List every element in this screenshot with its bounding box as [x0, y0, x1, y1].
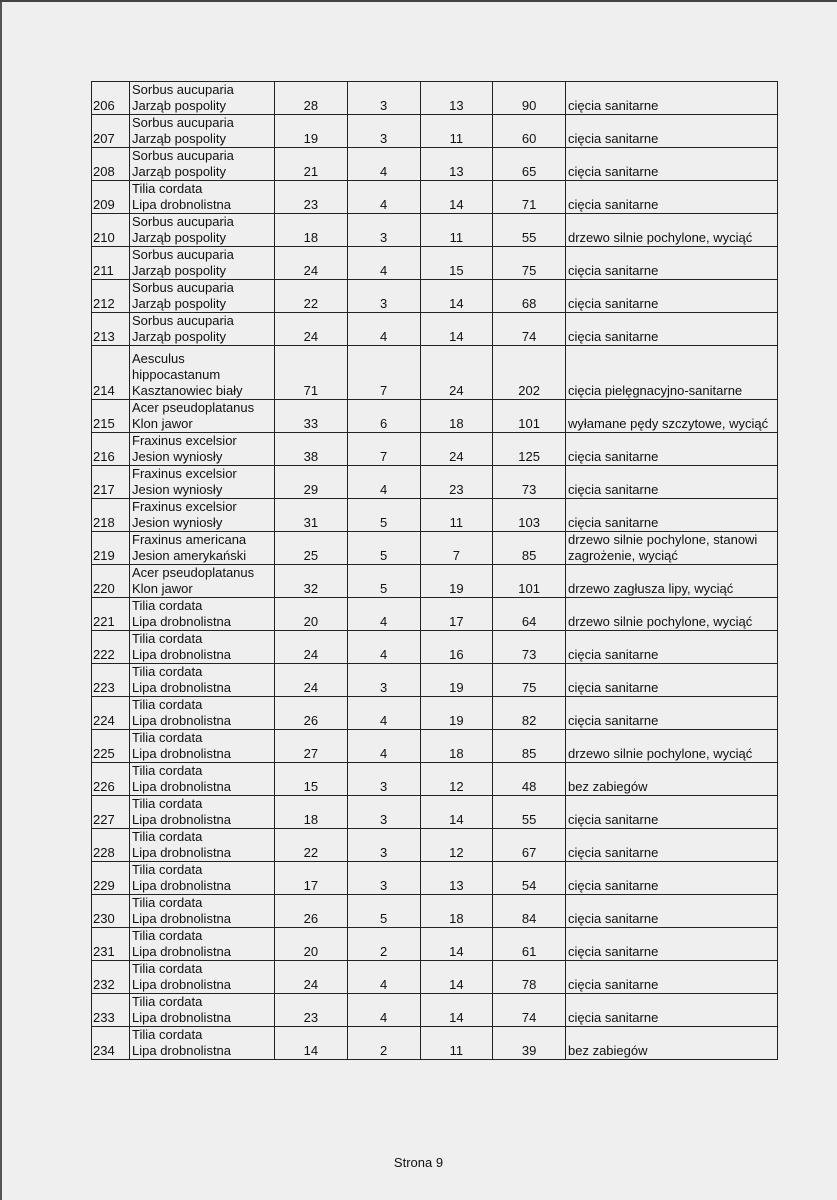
measurement-cell-b: 3 — [347, 82, 420, 115]
species-latin-name: Sorbus aucuparia — [132, 313, 234, 328]
treatment-note-cell: cięcia sanitarne — [566, 247, 778, 280]
measurement-cell-c: 18 — [420, 400, 493, 433]
measurement-cell-d: 55 — [493, 214, 566, 247]
measurement-cell-b: 5 — [347, 565, 420, 598]
species-cell — [130, 148, 275, 181]
species-latin-name: Aesculus hippocastanum — [132, 351, 221, 382]
species-polish-name: Lipa drobnolistna — [132, 1043, 232, 1058]
species-cell — [130, 181, 275, 214]
tree-number-cell: 220 — [92, 565, 130, 598]
species-latin-name: Tilia cordata — [132, 994, 203, 1009]
treatment-note-cell: cięcia sanitarne — [566, 862, 778, 895]
table-row — [92, 829, 778, 862]
species-cell — [130, 994, 275, 1027]
species-latin-name: Fraxinus americana — [132, 532, 247, 547]
table-row — [92, 247, 778, 280]
measurement-cell-a: 28 — [275, 82, 348, 115]
measurement-cell-b: 4 — [347, 631, 420, 664]
species-latin-name: Tilia cordata — [132, 631, 203, 646]
species-latin-name: Fraxinus excelsior — [132, 499, 237, 514]
measurement-cell-c: 7 — [420, 532, 493, 565]
species-cell — [130, 928, 275, 961]
species-polish-name: Lipa drobnolistna — [132, 746, 232, 761]
measurement-cell-b: 4 — [347, 961, 420, 994]
treatment-note-cell: wyłamane pędy szczytowe, wyciąć — [566, 400, 778, 433]
table-row — [92, 400, 778, 433]
measurement-cell-a: 23 — [275, 181, 348, 214]
species-latin-name: Sorbus aucuparia — [132, 280, 234, 295]
treatment-note-cell: cięcia sanitarne — [566, 829, 778, 862]
species-latin-name: Tilia cordata — [132, 862, 203, 877]
table-row — [92, 466, 778, 499]
treatment-note-cell: cięcia sanitarne — [566, 895, 778, 928]
measurement-cell-c: 14 — [420, 280, 493, 313]
treatment-note-cell: cięcia sanitarne — [566, 433, 778, 466]
tree-number-cell: 215 — [92, 400, 130, 433]
measurement-cell-d: 85 — [493, 532, 566, 565]
tree-number-cell: 232 — [92, 961, 130, 994]
species-cell — [130, 796, 275, 829]
measurement-cell-a: 26 — [275, 697, 348, 730]
measurement-cell-d: 74 — [493, 994, 566, 1027]
tree-number-cell: 209 — [92, 181, 130, 214]
measurement-cell-b: 2 — [347, 1027, 420, 1060]
species-polish-name: Jarząb pospolity — [132, 296, 226, 311]
species-polish-name: Jarząb pospolity — [132, 329, 226, 344]
measurement-cell-b: 5 — [347, 499, 420, 532]
measurement-cell-a: 23 — [275, 994, 348, 1027]
measurement-cell-b: 5 — [347, 532, 420, 565]
species-cell — [130, 1027, 275, 1060]
species-cell — [130, 532, 275, 565]
species-latin-name: Acer pseudoplatanus — [132, 565, 255, 580]
species-polish-name: Lipa drobnolistna — [132, 845, 232, 860]
treatment-note-cell: cięcia sanitarne — [566, 115, 778, 148]
tree-number-cell: 212 — [92, 280, 130, 313]
species-polish-name: Lipa drobnolistna — [132, 1010, 232, 1025]
measurement-cell-b: 3 — [347, 862, 420, 895]
measurement-cell-a: 17 — [275, 862, 348, 895]
treatment-note-cell: cięcia sanitarne — [566, 961, 778, 994]
species-cell — [130, 862, 275, 895]
species-latin-name: Tilia cordata — [132, 763, 203, 778]
table-row — [92, 433, 778, 466]
tree-number-cell: 208 — [92, 148, 130, 181]
species-cell — [130, 631, 275, 664]
tree-number-cell: 206 — [92, 82, 130, 115]
species-cell — [130, 214, 275, 247]
species-polish-name: Jesion wyniosły — [132, 515, 223, 530]
treatment-note-cell: cięcia sanitarne — [566, 994, 778, 1027]
table-row — [92, 214, 778, 247]
table-row — [92, 148, 778, 181]
species-latin-name: Tilia cordata — [132, 895, 203, 910]
measurement-cell-d: 85 — [493, 730, 566, 763]
measurement-cell-d: 64 — [493, 598, 566, 631]
table-row — [92, 499, 778, 532]
measurement-cell-c: 11 — [420, 214, 493, 247]
measurement-cell-a: 24 — [275, 313, 348, 346]
species-polish-name: Jesion amerykański — [132, 548, 247, 563]
measurement-cell-c: 17 — [420, 598, 493, 631]
treatment-note-cell: drzewo zagłusza lipy, wyciąć — [566, 565, 778, 598]
tree-number-cell: 228 — [92, 829, 130, 862]
species-latin-name: Tilia cordata — [132, 181, 203, 196]
table-row — [92, 994, 778, 1027]
treatment-note-cell: cięcia sanitarne — [566, 148, 778, 181]
species-latin-name: Sorbus aucuparia — [132, 214, 234, 229]
measurement-cell-d: 90 — [493, 82, 566, 115]
tree-number-cell: 227 — [92, 796, 130, 829]
species-latin-name: Sorbus aucuparia — [132, 247, 234, 262]
table-row — [92, 532, 778, 565]
measurement-cell-d: 55 — [493, 796, 566, 829]
species-latin-name: Tilia cordata — [132, 928, 203, 943]
measurement-cell-c: 24 — [420, 346, 493, 400]
table-row — [92, 82, 778, 115]
measurement-cell-c: 13 — [420, 82, 493, 115]
measurement-cell-c: 11 — [420, 1027, 493, 1060]
measurement-cell-c: 19 — [420, 697, 493, 730]
measurement-cell-a: 33 — [275, 400, 348, 433]
measurement-cell-d: 54 — [493, 862, 566, 895]
measurement-cell-d: 75 — [493, 664, 566, 697]
tree-number-cell: 218 — [92, 499, 130, 532]
species-cell — [130, 664, 275, 697]
species-latin-name: Fraxinus excelsior — [132, 466, 237, 481]
tree-number-cell: 213 — [92, 313, 130, 346]
measurement-cell-d: 202 — [493, 346, 566, 400]
table-row — [92, 280, 778, 313]
measurement-cell-d: 71 — [493, 181, 566, 214]
treatment-note-cell: drzewo silnie pochylone, stanowi zagrożenie, wyciąć — [566, 532, 778, 565]
tree-number-cell: 211 — [92, 247, 130, 280]
species-cell — [130, 400, 275, 433]
measurement-cell-b: 4 — [347, 148, 420, 181]
species-polish-name: Lipa drobnolistna — [132, 911, 232, 926]
table-row — [92, 631, 778, 664]
tree-number-cell: 226 — [92, 763, 130, 796]
measurement-cell-a: 29 — [275, 466, 348, 499]
measurement-cell-b: 4 — [347, 730, 420, 763]
tree-number-cell: 225 — [92, 730, 130, 763]
measurement-cell-c: 14 — [420, 994, 493, 1027]
treatment-note-cell: cięcia sanitarne — [566, 280, 778, 313]
measurement-cell-c: 14 — [420, 796, 493, 829]
measurement-cell-d: 39 — [493, 1027, 566, 1060]
measurement-cell-d: 73 — [493, 631, 566, 664]
measurement-cell-b: 3 — [347, 280, 420, 313]
measurement-cell-d: 65 — [493, 148, 566, 181]
species-cell — [130, 466, 275, 499]
measurement-cell-d: 67 — [493, 829, 566, 862]
measurement-cell-a: 18 — [275, 796, 348, 829]
tree-number-cell: 223 — [92, 664, 130, 697]
tree-number-cell: 233 — [92, 994, 130, 1027]
species-polish-name: Lipa drobnolistna — [132, 812, 232, 827]
species-latin-name: Fraxinus excelsior — [132, 433, 237, 448]
table-row — [92, 181, 778, 214]
measurement-cell-b: 3 — [347, 664, 420, 697]
species-polish-name: Lipa drobnolistna — [132, 878, 232, 893]
measurement-cell-a: 71 — [275, 346, 348, 400]
species-polish-name: Lipa drobnolistna — [132, 680, 232, 695]
species-cell — [130, 346, 275, 400]
treatment-note-cell: cięcia sanitarne — [566, 796, 778, 829]
measurement-cell-c: 23 — [420, 466, 493, 499]
measurement-cell-b: 3 — [347, 829, 420, 862]
measurement-cell-b: 5 — [347, 895, 420, 928]
tree-number-cell: 234 — [92, 1027, 130, 1060]
measurement-cell-a: 27 — [275, 730, 348, 763]
species-cell — [130, 565, 275, 598]
measurement-cell-c: 19 — [420, 565, 493, 598]
measurement-cell-c: 16 — [420, 631, 493, 664]
measurement-cell-c: 18 — [420, 730, 493, 763]
measurement-cell-d: 78 — [493, 961, 566, 994]
species-polish-name: Lipa drobnolistna — [132, 614, 232, 629]
species-polish-name: Lipa drobnolistna — [132, 944, 232, 959]
species-cell — [130, 961, 275, 994]
table-row — [92, 961, 778, 994]
table-row — [92, 895, 778, 928]
treatment-note-cell: cięcia sanitarne — [566, 466, 778, 499]
measurement-cell-c: 11 — [420, 115, 493, 148]
measurement-cell-b: 3 — [347, 796, 420, 829]
species-polish-name: Jarząb pospolity — [132, 131, 226, 146]
table-row — [92, 115, 778, 148]
table-row — [92, 697, 778, 730]
species-latin-name: Tilia cordata — [132, 664, 203, 679]
treatment-note-cell: bez zabiegów — [566, 1027, 778, 1060]
table-row — [92, 928, 778, 961]
measurement-cell-c: 13 — [420, 148, 493, 181]
treatment-note-cell: bez zabiegów — [566, 763, 778, 796]
species-latin-name: Tilia cordata — [132, 1027, 203, 1042]
measurement-cell-a: 25 — [275, 532, 348, 565]
species-polish-name: Klon jawor — [132, 581, 193, 596]
treatment-note-cell: cięcia sanitarne — [566, 181, 778, 214]
table-row — [92, 346, 778, 400]
species-polish-name: Jarząb pospolity — [132, 230, 226, 245]
measurement-cell-d: 82 — [493, 697, 566, 730]
species-cell — [130, 82, 275, 115]
measurement-cell-a: 32 — [275, 565, 348, 598]
species-polish-name: Lipa drobnolistna — [132, 647, 232, 662]
species-latin-name: Tilia cordata — [132, 961, 203, 976]
species-cell — [130, 115, 275, 148]
measurement-cell-b: 4 — [347, 466, 420, 499]
table-row — [92, 763, 778, 796]
treatment-note-cell: drzewo silnie pochylone, wyciąć — [566, 214, 778, 247]
tree-number-cell: 229 — [92, 862, 130, 895]
measurement-cell-b: 3 — [347, 763, 420, 796]
tree-number-cell: 224 — [92, 697, 130, 730]
species-cell — [130, 280, 275, 313]
measurement-cell-a: 15 — [275, 763, 348, 796]
measurement-cell-d: 60 — [493, 115, 566, 148]
treatment-note-cell: drzewo silnie pochylone, wyciąć — [566, 730, 778, 763]
species-polish-name: Lipa drobnolistna — [132, 713, 232, 728]
measurement-cell-c: 14 — [420, 313, 493, 346]
species-polish-name: Lipa drobnolistna — [132, 977, 232, 992]
treatment-note-cell: cięcia pielęgnacyjno-sanitarne — [566, 346, 778, 400]
measurement-cell-c: 14 — [420, 928, 493, 961]
measurement-cell-c: 24 — [420, 433, 493, 466]
tree-number-cell: 219 — [92, 532, 130, 565]
species-cell — [130, 499, 275, 532]
species-latin-name: Acer pseudoplatanus — [132, 400, 255, 415]
species-cell — [130, 895, 275, 928]
species-cell — [130, 433, 275, 466]
tree-number-cell: 217 — [92, 466, 130, 499]
measurement-cell-d: 61 — [493, 928, 566, 961]
treatment-note-cell: cięcia sanitarne — [566, 631, 778, 664]
measurement-cell-a: 24 — [275, 631, 348, 664]
measurement-cell-b: 2 — [347, 928, 420, 961]
measurement-cell-d: 73 — [493, 466, 566, 499]
table-row — [92, 664, 778, 697]
species-latin-name: Tilia cordata — [132, 796, 203, 811]
measurement-cell-a: 20 — [275, 928, 348, 961]
table-row — [92, 598, 778, 631]
treatment-note-cell: cięcia sanitarne — [566, 313, 778, 346]
measurement-cell-c: 18 — [420, 895, 493, 928]
measurement-cell-d: 101 — [493, 565, 566, 598]
species-cell — [130, 697, 275, 730]
treatment-note-cell: cięcia sanitarne — [566, 82, 778, 115]
page-footer: Strona 9 — [393, 1155, 444, 1170]
measurement-cell-a: 22 — [275, 280, 348, 313]
species-cell — [130, 247, 275, 280]
tree-number-cell: 222 — [92, 631, 130, 664]
species-latin-name: Tilia cordata — [132, 697, 203, 712]
species-polish-name: Lipa drobnolistna — [132, 197, 232, 212]
treatment-note-cell: cięcia sanitarne — [566, 697, 778, 730]
species-cell — [130, 313, 275, 346]
measurement-cell-b: 7 — [347, 346, 420, 400]
species-latin-name: Sorbus aucuparia — [132, 115, 234, 130]
species-latin-name: Sorbus aucuparia — [132, 82, 234, 97]
species-cell — [130, 730, 275, 763]
species-latin-name: Sorbus aucuparia — [132, 148, 234, 163]
measurement-cell-c: 11 — [420, 499, 493, 532]
tree-number-cell: 216 — [92, 433, 130, 466]
species-polish-name: Kasztanowiec biały — [132, 383, 243, 398]
measurement-cell-a: 24 — [275, 247, 348, 280]
table-row — [92, 862, 778, 895]
tree-inventory-table — [91, 81, 778, 1060]
measurement-cell-b: 4 — [347, 313, 420, 346]
measurement-cell-c: 13 — [420, 862, 493, 895]
tree-number-cell: 231 — [92, 928, 130, 961]
measurement-cell-d: 75 — [493, 247, 566, 280]
species-latin-name: Tilia cordata — [132, 598, 203, 613]
measurement-cell-a: 38 — [275, 433, 348, 466]
species-polish-name: Jesion wyniosły — [132, 482, 223, 497]
measurement-cell-a: 31 — [275, 499, 348, 532]
species-polish-name: Jarząb pospolity — [132, 164, 226, 179]
treatment-note-cell: cięcia sanitarne — [566, 499, 778, 532]
measurement-cell-a: 26 — [275, 895, 348, 928]
measurement-cell-c: 12 — [420, 763, 493, 796]
measurement-cell-b: 4 — [347, 181, 420, 214]
measurement-cell-b: 6 — [347, 400, 420, 433]
measurement-cell-b: 3 — [347, 214, 420, 247]
measurement-cell-a: 20 — [275, 598, 348, 631]
measurement-cell-b: 4 — [347, 247, 420, 280]
species-latin-name: Tilia cordata — [132, 829, 203, 844]
measurement-cell-a: 19 — [275, 115, 348, 148]
tree-number-cell: 221 — [92, 598, 130, 631]
treatment-note-cell: drzewo silnie pochylone, wyciąć — [566, 598, 778, 631]
measurement-cell-c: 19 — [420, 664, 493, 697]
tree-number-cell: 214 — [92, 346, 130, 400]
species-polish-name: Jarząb pospolity — [132, 98, 226, 113]
species-latin-name: Tilia cordata — [132, 730, 203, 745]
measurement-cell-b: 3 — [347, 115, 420, 148]
table-row — [92, 730, 778, 763]
species-cell — [130, 763, 275, 796]
species-polish-name: Jesion wyniosły — [132, 449, 223, 464]
species-polish-name: Jarząb pospolity — [132, 263, 226, 278]
table-row — [92, 565, 778, 598]
measurement-cell-d: 48 — [493, 763, 566, 796]
measurement-cell-a: 14 — [275, 1027, 348, 1060]
measurement-cell-d: 103 — [493, 499, 566, 532]
measurement-cell-a: 21 — [275, 148, 348, 181]
measurement-cell-c: 12 — [420, 829, 493, 862]
measurement-cell-b: 4 — [347, 697, 420, 730]
tree-number-cell: 210 — [92, 214, 130, 247]
measurement-cell-c: 15 — [420, 247, 493, 280]
measurement-cell-d: 74 — [493, 313, 566, 346]
measurement-cell-c: 14 — [420, 961, 493, 994]
treatment-note-cell: cięcia sanitarne — [566, 928, 778, 961]
measurement-cell-a: 18 — [275, 214, 348, 247]
table-row — [92, 313, 778, 346]
table-row — [92, 796, 778, 829]
measurement-cell-c: 14 — [420, 181, 493, 214]
tree-number-cell: 230 — [92, 895, 130, 928]
measurement-cell-d: 84 — [493, 895, 566, 928]
measurement-cell-a: 22 — [275, 829, 348, 862]
species-polish-name: Klon jawor — [132, 416, 193, 431]
measurement-cell-d: 125 — [493, 433, 566, 466]
measurement-cell-a: 24 — [275, 664, 348, 697]
treatment-note-cell: cięcia sanitarne — [566, 664, 778, 697]
table-row — [92, 1027, 778, 1060]
measurement-cell-a: 24 — [275, 961, 348, 994]
measurement-cell-d: 68 — [493, 280, 566, 313]
measurement-cell-b: 7 — [347, 433, 420, 466]
species-cell — [130, 829, 275, 862]
species-cell — [130, 598, 275, 631]
measurement-cell-d: 101 — [493, 400, 566, 433]
measurement-cell-b: 4 — [347, 994, 420, 1027]
tree-number-cell: 207 — [92, 115, 130, 148]
species-polish-name: Lipa drobnolistna — [132, 779, 232, 794]
measurement-cell-b: 4 — [347, 598, 420, 631]
